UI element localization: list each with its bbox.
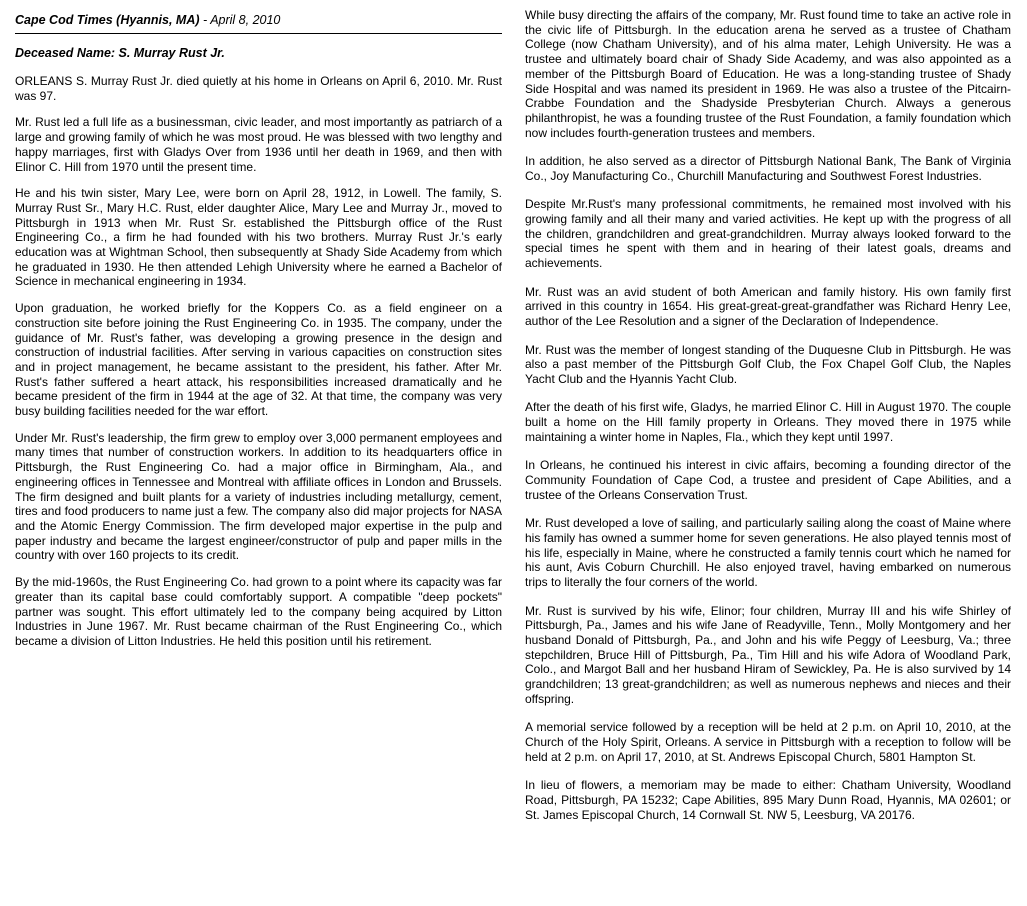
right-paragraph-10: A memorial service followed by a reception will be held at 2 p.m. on April 10, 2010, at the Church of the Holy Spirit, Orleans. A service in Pittsburgh with a reception to follow will be held at 2 p.m. on April 17, 2010, at St. Andrews Episcopal Church, 5801 Hampton St. — [525, 720, 1011, 764]
right-paragraph-9: Mr. Rust is survived by his wife, Elinor; four children, Murray III and his wife Shirley of Pittsburgh, Pa., James and his wife Jane of Readyville, Tenn., Molly Montgomery and her husband Donald of Pittsburgh, Pa., and John and his wife Peggy of Leesburg, Va.; three stepchildren, Bruce Hill of Pittsburgh, Pa., Tim Hill and his wife Adora of Woodland Park, Colo., and Margot Ball and her husband Hiram of Sewickley, Pa. He is also survived by 14 grandchildren; 13 great-grandchildren; as well as numerous nephews and nieces and their offspring. — [525, 603, 1011, 706]
right-paragraph-5: Mr. Rust was the member of longest standing of the Duquesne Club in Pittsburgh. He was also a past member of the Pittsburgh Golf Club, the Fox Chapel Golf Club, the Naples Yacht Club and the Hyannis Yacht Club. — [525, 342, 1011, 386]
right-paragraph-1: While busy directing the affairs of the company, Mr. Rust found time to take an active role in the civic life of Pittsburgh. In the education arena he served as a trustee of Chatham College (now Chatham University), and of his alma mater, Lehigh University. He was a trustee and ultimately board chair of Shady Side Academy, and was also appointed as a member of the Pittsburgh Board of Education. He was a long-standing trustee of Shady Side Hospital and was named its president in 1969. He was also a trustee of the Pitcairn-Crabbe Foundation and the Shadyside Presbyterian Church. Always a generous philanthropist, he was a founding trustee of the Rust Foundation, a family foundation which now includes fourth-generation trustees and members. — [525, 8, 1011, 140]
left-paragraph-1: ORLEANS S. Murray Rust Jr. died quietly at his home in Orleans on April 6, 2010. Mr. Rust was 97. — [15, 74, 502, 103]
left-paragraph-6: By the mid-1960s, the Rust Engineering Co. had grown to a point where its capacity was far greater than its capital base could comfortably support. A compatible "deep pockets" partner was sought. This effort ultimately led to the company being acquired by Litton Industries in June 1967. Mr. Rust became chairman of the Rust Engineering Co., which became a division of Litton Industries. He held this position until his retirement. — [15, 575, 502, 648]
left-paragraph-5: Under Mr. Rust's leadership, the firm grew to employ over 3,000 permanent employees and many times that number of construction workers. In addition to its headquarters office in Pittsburgh, the Rust Engineering Co. had a major office in Birmingham, Ala., and engineering offices in Tennessee and Montreal with affiliate offices in London and Brussels. The firm designed and built plants for a variety of industries including metallurgy, cement, tires and food producers to name just a few. The company also did major projects for NASA and the Atomic Energy Commission. The firm developed major expertise in the pulp and paper industry and became the largest engineer/constructor of pulp and paper mills in the country with over 160 projects to its credit. — [15, 430, 502, 563]
right-paragraph-6: After the death of his first wife, Gladys, he married Elinor C. Hill in August 1970. The couple built a home on the Hill family property in Orleans. They moved there in 1975 while maintaining a winter home in Naples, Fla., which they kept until 1997. — [525, 400, 1011, 444]
right-paragraph-7: In Orleans, he continued his interest in civic affairs, becoming a founding director of the Community Foundation of Cape Cod, a trustee and president of Cape Abilities, and a trustee of the Orleans Conservation Trust. — [525, 458, 1011, 502]
publication-date: April 8, 2010 — [210, 13, 281, 27]
right-paragraph-3: Despite Mr.Rust's many professional commitments, he remained most involved with his growing family and all their many and varied activities. He kept up with the progress of all the children, grandchildren and great-grandchildren. Murray always looked forward to the special times he spent with them and in hearing of their latest goals, dreams and achievements. — [525, 197, 1011, 271]
publication-name: Cape Cod Times (Hyannis, MA) — [15, 13, 200, 27]
right-paragraph-2: In addition, he also served as a director of Pittsburgh National Bank, The Bank of Virginia Co., Joy Manufacturing Co., Churchill Manufacturing and Southwest Forest Industries. — [525, 154, 1011, 183]
deceased-name: Deceased Name: S. Murray Rust Jr. — [15, 46, 225, 60]
right-paragraph-4: Mr. Rust was an avid student of both American and family history. His own family first arrived in this country in 1654. His great-great-great-grandfather was Richard Henry Lee, author of the Lee Resolution and a signer of the Declaration of Independence. — [525, 284, 1011, 329]
article-header — [15, 13, 502, 34]
left-paragraph-4: Upon graduation, he worked briefly for the Koppers Co. as a field engineer on a construction site before joining the Rust Engineering Co. in 1935. The company, under the guidance of Mr. Rust's father, was developing a growing presence in the design and construction of industrial facilities. After serving in various capacities on construction sites and in project management, he became assistant to the president, his father. After Mr. Rust's father suffered a heart attack, his responsibilities increased dramatically and he became president of the firm in 1944 at the age of 32. At that time, the company was very busy building facilities needed for the war effort. — [15, 301, 502, 419]
header-separator: - — [199, 13, 211, 27]
left-paragraph-3: He and his twin sister, Mary Lee, were born on April 28, 1912, in Lowell. The family, S. Murray Rust Sr., Mary H.C. Rust, elder daughter Alice, Mary Lee and Murray Jr., moved to Pittsburgh in 1913 when Mr. Rust Sr. established the Pittsburgh office of the Rust Engineering Co., a firm he had founded with his two brothers. Murray Rust Jr.'s early education was at Wightman School, then subsequently at Shady Side Academy from which he graduated in 1930. He then attended Lehigh University where he earned a Bachelor of Science in mechanical engineering in 1934. — [15, 186, 502, 289]
right-column — [525, 0, 1011, 822]
right-paragraph-8: Mr. Rust developed a love of sailing, and particularly sailing along the coast of Maine where his family has owned a summer home for seven generations. He also played tennis most of his life, especially in Maine, where he constructed a family tennis court which he named for his aunt, Avis Coburn Churchill. He also enjoyed travel, having embarked on numerous trips to literally the four corners of the world. — [525, 516, 1011, 590]
left-paragraph-2: Mr. Rust led a full life as a businessman, civic leader, and most importantly as patriarch of a large and growing family of which he was most proud. He was blessed with two lengthy and happy marriages, first with Gladys Over from 1936 until her death in 1969, and then with Elinor C. Hill from 1970 until the present time. — [15, 115, 502, 174]
right-paragraph-11: In lieu of flowers, a memoriam may be made to either: Chatham University, Woodland Road, Pittsburgh, PA 15232; Cape Abilities, 895 Mary Dunn Road, Hyannis, MA 02601; or St. James Episcopal Church, 14 Cornwall St. NW 5, Leesburg, VA 20176. — [525, 778, 1011, 822]
left-column — [15, 0, 502, 649]
